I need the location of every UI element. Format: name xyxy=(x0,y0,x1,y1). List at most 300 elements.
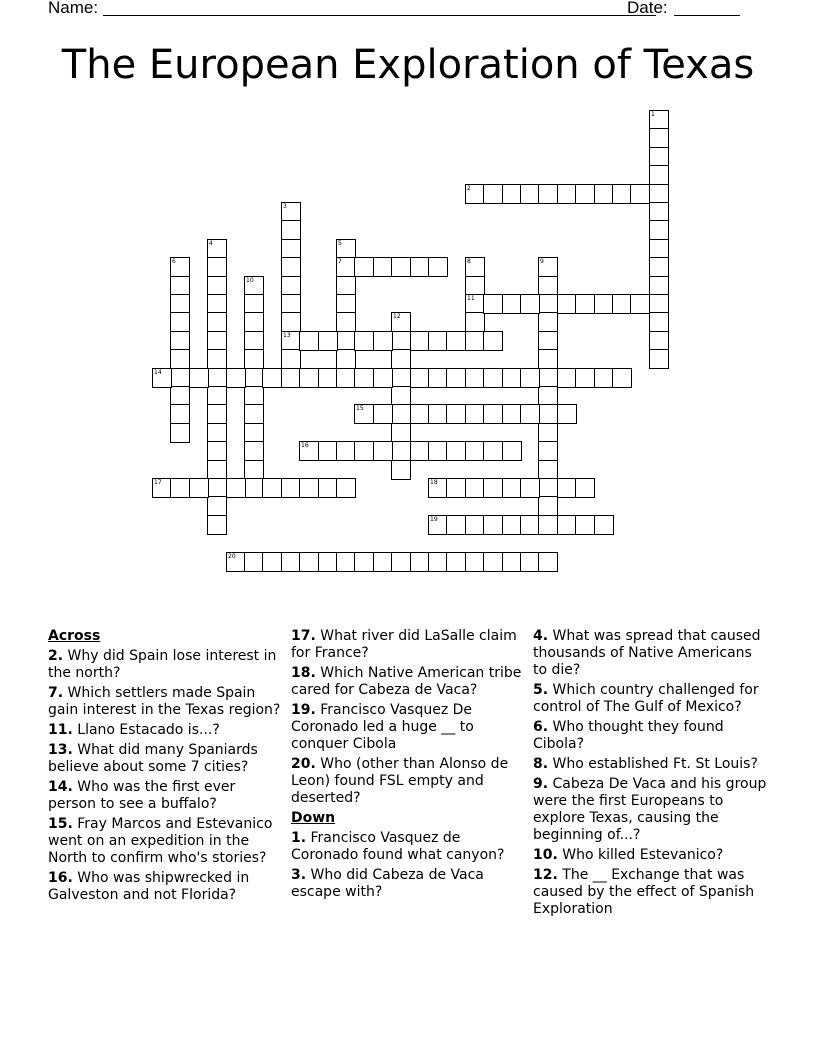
crossword-cell[interactable] xyxy=(244,552,264,572)
clue-column-3 xyxy=(533,628,769,921)
crossword-cell[interactable] xyxy=(483,184,503,204)
clue-item xyxy=(533,847,769,864)
crossword-cell[interactable] xyxy=(207,294,227,314)
crossword-cell[interactable] xyxy=(612,368,632,388)
crossword-cell[interactable] xyxy=(207,441,227,461)
crossword-cell[interactable] xyxy=(354,368,374,388)
clue-number: 6 xyxy=(172,258,176,265)
crossword-cell[interactable] xyxy=(538,404,558,424)
clue-item xyxy=(291,628,523,662)
crossword-cell[interactable] xyxy=(410,441,430,461)
crossword-cell[interactable] xyxy=(281,276,301,296)
clue-item xyxy=(48,648,284,682)
clue-item xyxy=(48,816,284,867)
across-heading: Across xyxy=(48,628,101,644)
clue-number: 15 xyxy=(356,405,364,412)
clue-item-text: Which settlers made Spain gain interest in the Texas region? xyxy=(48,685,281,718)
crossword-cell[interactable] xyxy=(336,276,356,296)
crossword-cell[interactable] xyxy=(538,460,558,480)
crossword-cell[interactable] xyxy=(262,368,282,388)
clue-item xyxy=(533,682,769,716)
crossword-cell[interactable] xyxy=(502,368,522,388)
clue-item-number: 8. xyxy=(533,756,549,772)
name-label: Name: xyxy=(48,0,99,17)
crossword-cell[interactable] xyxy=(262,478,282,498)
clue-item xyxy=(533,776,769,844)
crossword-cell[interactable] xyxy=(649,202,669,222)
crossword-cell[interactable] xyxy=(244,478,264,498)
clue-item-text: Cabeza De Vaca and his group were the first Europeans to explore Texas, causing the beginning of...? xyxy=(533,776,767,843)
crossword-cell[interactable] xyxy=(299,552,319,572)
crossword-cell[interactable] xyxy=(557,404,577,424)
crossword-cell[interactable] xyxy=(318,441,338,461)
crossword-cell[interactable] xyxy=(649,220,669,240)
clue-item-number: 17. xyxy=(291,628,316,644)
clue-item-number: 7. xyxy=(48,685,64,701)
crossword-cell[interactable] xyxy=(170,404,190,424)
clue-item xyxy=(48,870,284,904)
crossword-cell[interactable] xyxy=(244,349,264,369)
crossword-cell[interactable] xyxy=(281,368,301,388)
crossword-cell[interactable] xyxy=(170,331,190,351)
crossword-cell[interactable] xyxy=(189,368,209,388)
crossword-cell[interactable] xyxy=(502,441,522,461)
clue-item-text: Fray Marcos and Estevanico went on an expedition in the North to confirm who's stories? xyxy=(48,816,273,866)
clue-item xyxy=(48,685,284,719)
crossword-cell[interactable] xyxy=(520,478,540,498)
crossword-cell[interactable] xyxy=(594,294,614,314)
crossword-cell[interactable] xyxy=(354,441,374,461)
crossword-cell[interactable] xyxy=(483,478,503,498)
crossword-cell[interactable] xyxy=(318,368,338,388)
crossword-cell[interactable] xyxy=(446,515,466,535)
crossword-cell[interactable] xyxy=(244,441,264,461)
clue-item-text: Francisco Vasquez de Coronado found what canyon? xyxy=(291,830,505,863)
crossword-cell[interactable] xyxy=(207,460,227,480)
down-heading: Down xyxy=(291,810,336,826)
crossword-cell[interactable] xyxy=(446,368,466,388)
crossword-cell[interactable] xyxy=(336,478,356,498)
crossword-cell[interactable] xyxy=(170,349,190,369)
clue-number: 16 xyxy=(301,442,309,449)
crossword-cell[interactable] xyxy=(465,312,485,332)
crossword-cell[interactable] xyxy=(373,368,393,388)
crossword-cell[interactable] xyxy=(649,331,669,351)
crossword-cell[interactable] xyxy=(207,404,227,424)
crossword-cell[interactable] xyxy=(281,312,301,332)
crossword-cell[interactable] xyxy=(575,478,595,498)
clue-item xyxy=(533,867,769,918)
clue-column-1 xyxy=(48,628,284,907)
crossword-cell[interactable] xyxy=(170,478,190,498)
clue-item-text: Francisco Vasquez De Coronado led a huge __ to conquer Cibola xyxy=(291,702,474,752)
clue-item-number: 14. xyxy=(48,779,73,795)
clue-number: 11 xyxy=(467,295,475,302)
clue-item xyxy=(291,867,523,901)
crossword-cell[interactable] xyxy=(281,552,301,572)
clue-item-number: 16. xyxy=(48,870,73,886)
clue-number: 8 xyxy=(467,258,471,265)
crossword-cell[interactable] xyxy=(520,404,540,424)
crossword-cell[interactable] xyxy=(207,496,227,516)
crossword-cell[interactable] xyxy=(538,552,558,572)
crossword-cell[interactable] xyxy=(373,404,393,424)
clue-item-text: Which Native American tribe cared for Cabeza de Vaca? xyxy=(291,665,522,698)
crossword-cell[interactable] xyxy=(483,441,503,461)
crossword-cell[interactable] xyxy=(575,368,595,388)
crossword-cell[interactable] xyxy=(465,331,485,351)
crossword-cell[interactable] xyxy=(207,239,227,259)
crossword-cell[interactable] xyxy=(649,257,669,277)
crossword-cell[interactable] xyxy=(612,184,632,204)
crossword-cell[interactable] xyxy=(318,478,338,498)
crossword-cell[interactable] xyxy=(226,478,246,498)
crossword-cell[interactable] xyxy=(226,552,246,572)
crossword-cell[interactable] xyxy=(170,312,190,332)
clue-number: 19 xyxy=(430,516,438,523)
clue-item-number: 10. xyxy=(533,847,558,863)
crossword-cell[interactable] xyxy=(502,515,522,535)
crossword-cell[interactable] xyxy=(410,331,430,351)
crossword-cell[interactable] xyxy=(244,312,264,332)
clue-number: 17 xyxy=(154,479,162,486)
crossword-cell[interactable] xyxy=(207,349,227,369)
crossword-cell[interactable] xyxy=(207,478,227,498)
crossword-cell[interactable] xyxy=(649,165,669,185)
crossword-cell[interactable] xyxy=(391,552,411,572)
crossword-cell[interactable] xyxy=(649,294,669,314)
crossword-cell[interactable] xyxy=(594,184,614,204)
crossword-cell[interactable] xyxy=(152,368,172,388)
crossword-cell[interactable] xyxy=(483,368,503,388)
crossword-cell[interactable] xyxy=(410,552,430,572)
crossword-cell[interactable] xyxy=(557,515,577,535)
crossword-cell[interactable] xyxy=(373,441,393,461)
crossword-cell[interactable] xyxy=(336,552,356,572)
crossword-cell[interactable] xyxy=(649,147,669,167)
clue-item-number: 4. xyxy=(533,628,549,644)
crossword-cell[interactable] xyxy=(575,515,595,535)
crossword-cell[interactable] xyxy=(557,184,577,204)
clue-item-text: Who established Ft. St Louis? xyxy=(548,756,758,772)
crossword-cell[interactable] xyxy=(391,257,411,277)
crossword-cell[interactable] xyxy=(649,239,669,259)
clue-item-text: What did many Spaniards believe about some 7 cities? xyxy=(48,742,258,775)
crossword-cell[interactable] xyxy=(538,478,558,498)
crossword-cell[interactable] xyxy=(244,368,264,388)
crossword-cell[interactable] xyxy=(465,276,485,296)
crossword-cell[interactable] xyxy=(244,386,264,406)
crossword-cell[interactable] xyxy=(446,552,466,572)
crossword-cell[interactable] xyxy=(262,552,282,572)
clue-item xyxy=(291,702,523,753)
crossword-cell[interactable] xyxy=(391,386,411,406)
crossword-cell[interactable] xyxy=(520,184,540,204)
page-title: The European Exploration of Texas xyxy=(61,42,755,88)
crossword-cell[interactable] xyxy=(428,331,448,351)
crossword-cell[interactable] xyxy=(207,515,227,535)
crossword-cell[interactable] xyxy=(465,257,485,277)
crossword-cell[interactable] xyxy=(612,294,632,314)
crossword-cell[interactable] xyxy=(170,294,190,314)
crossword-cell[interactable] xyxy=(428,368,448,388)
crossword-cell[interactable] xyxy=(428,552,448,572)
crossword-cell[interactable] xyxy=(649,276,669,296)
crossword-cell[interactable] xyxy=(152,478,172,498)
crossword-cell[interactable] xyxy=(575,294,595,314)
crossword-cell[interactable] xyxy=(281,331,301,351)
crossword-cell[interactable] xyxy=(299,441,319,461)
crossword-cell[interactable] xyxy=(538,257,558,277)
clue-item-number: 3. xyxy=(291,867,307,883)
crossword-cell[interactable] xyxy=(428,404,448,424)
crossword-cell[interactable] xyxy=(391,331,411,351)
clue-item-number: 18. xyxy=(291,665,316,681)
crossword-cell[interactable] xyxy=(336,368,356,388)
clue-number: 20 xyxy=(228,553,236,560)
crossword-cell[interactable] xyxy=(207,331,227,351)
crossword-cell[interactable] xyxy=(170,386,190,406)
crossword-cell[interactable] xyxy=(281,239,301,259)
crossword-cell[interactable] xyxy=(520,515,540,535)
crossword-cell[interactable] xyxy=(244,404,264,424)
crossword-cell[interactable] xyxy=(594,368,614,388)
clue-item-number: 19. xyxy=(291,702,316,718)
crossword-cell[interactable] xyxy=(318,331,338,351)
crossword-cell[interactable] xyxy=(428,257,448,277)
crossword-cell[interactable] xyxy=(520,294,540,314)
crossword-cell[interactable] xyxy=(483,294,503,314)
clue-item-text: Who was shipwrecked in Galveston and not Florida? xyxy=(48,870,250,903)
crossword-cell[interactable] xyxy=(391,423,411,443)
crossword-cell[interactable] xyxy=(207,386,227,406)
crossword-cell[interactable] xyxy=(538,515,558,535)
crossword-cell[interactable] xyxy=(502,294,522,314)
crossword-cell[interactable] xyxy=(354,331,374,351)
crossword-cell[interactable] xyxy=(538,312,558,332)
clue-item xyxy=(291,665,523,699)
clue-number: 9 xyxy=(540,258,544,265)
crossword-cell[interactable] xyxy=(428,515,448,535)
clue-item xyxy=(533,628,769,679)
crossword-cell[interactable] xyxy=(207,423,227,443)
crossword-cell[interactable] xyxy=(502,404,522,424)
crossword-cell[interactable] xyxy=(391,312,411,332)
crossword-cell[interactable] xyxy=(446,478,466,498)
crossword-cell[interactable] xyxy=(354,404,374,424)
crossword-cell[interactable] xyxy=(465,368,485,388)
crossword-cell[interactable] xyxy=(244,294,264,314)
crossword-cell[interactable] xyxy=(483,552,503,572)
crossword-cell[interactable] xyxy=(465,404,485,424)
clue-item xyxy=(48,742,284,776)
crossword-cell[interactable] xyxy=(281,220,301,240)
crossword-cell[interactable] xyxy=(226,368,246,388)
crossword-cell[interactable] xyxy=(538,184,558,204)
clue-item-number: 9. xyxy=(533,776,549,792)
crossword-cell[interactable] xyxy=(428,478,448,498)
crossword-cell[interactable] xyxy=(465,552,485,572)
crossword-cell[interactable] xyxy=(520,552,540,572)
crossword-cell[interactable] xyxy=(502,184,522,204)
clue-item-number: 11. xyxy=(48,722,73,738)
crossword-cell[interactable] xyxy=(557,368,577,388)
crossword-cell[interactable] xyxy=(538,441,558,461)
clue-item xyxy=(48,779,284,813)
crossword-cell[interactable] xyxy=(281,257,301,277)
crossword-cell[interactable] xyxy=(538,331,558,351)
clue-item-number: 13. xyxy=(48,742,73,758)
crossword-cell[interactable] xyxy=(373,331,393,351)
crossword-cell[interactable] xyxy=(299,368,319,388)
clue-item-text: What river did LaSalle claim for France? xyxy=(291,628,517,661)
clue-number: 18 xyxy=(430,479,438,486)
crossword-cell[interactable] xyxy=(244,460,264,480)
crossword-cell[interactable] xyxy=(483,515,503,535)
clue-number: 4 xyxy=(209,240,213,247)
crossword-cell[interactable] xyxy=(244,423,264,443)
crossword-cell[interactable] xyxy=(538,276,558,296)
crossword-cell[interactable] xyxy=(502,478,522,498)
crossword-cell[interactable] xyxy=(594,515,614,535)
crossword-cell[interactable] xyxy=(446,441,466,461)
clue-number: 13 xyxy=(283,332,291,339)
crossword-cell[interactable] xyxy=(244,331,264,351)
crossword-cell[interactable] xyxy=(391,460,411,480)
clue-item-text: What was spread that caused thousands of Native Americans to die? xyxy=(533,628,761,678)
crossword-cell[interactable] xyxy=(649,184,669,204)
crossword-cell[interactable] xyxy=(575,184,595,204)
clue-number: 14 xyxy=(154,369,162,376)
clue-item-text: Who killed Estevanico? xyxy=(557,847,724,863)
crossword-cell[interactable] xyxy=(299,478,319,498)
clue-item xyxy=(291,830,523,864)
crossword-cell[interactable] xyxy=(520,368,540,388)
crossword-cell[interactable] xyxy=(170,423,190,443)
crossword-cell[interactable] xyxy=(649,110,669,130)
crossword-cell[interactable] xyxy=(649,349,669,369)
crossword-cell[interactable] xyxy=(170,368,190,388)
clue-column-2 xyxy=(291,628,523,904)
clue-item-text: The __ Exchange that was caused by the effect of Spanish Exploration xyxy=(533,867,755,917)
crossword-cell[interactable] xyxy=(538,349,558,369)
clue-number: 10 xyxy=(246,277,254,284)
crossword-cell[interactable] xyxy=(336,349,356,369)
clue-item xyxy=(533,756,769,773)
clue-number: 5 xyxy=(338,240,342,247)
crossword-cell[interactable] xyxy=(538,294,558,314)
crossword-cell[interactable] xyxy=(354,257,374,277)
crossword-cell[interactable] xyxy=(391,441,411,461)
clue-number: 12 xyxy=(393,313,401,320)
crossword-cell[interactable] xyxy=(299,331,319,351)
crossword-cell[interactable] xyxy=(373,257,393,277)
crossword-cell[interactable] xyxy=(483,331,503,351)
clue-item xyxy=(48,722,284,739)
clue-item-number: 12. xyxy=(533,867,558,883)
clue-item-number: 20. xyxy=(291,756,316,772)
crossword-cell[interactable] xyxy=(207,276,227,296)
crossword-cell[interactable] xyxy=(483,404,503,424)
crossword-cell[interactable] xyxy=(336,312,356,332)
clue-item-text: Who was the first ever person to see a buffalo? xyxy=(48,779,236,812)
crossword-cell[interactable] xyxy=(538,496,558,516)
clue-number: 2 xyxy=(467,185,471,192)
crossword-cell[interactable] xyxy=(428,441,448,461)
clue-item-number: 1. xyxy=(291,830,307,846)
clue-item-number: 15. xyxy=(48,816,73,832)
crossword-cell[interactable] xyxy=(281,202,301,222)
crossword-cell[interactable] xyxy=(354,552,374,572)
crossword-cell[interactable] xyxy=(465,441,485,461)
crossword-cell[interactable] xyxy=(410,368,430,388)
crossword-cell[interactable] xyxy=(502,552,522,572)
crossword-cell[interactable] xyxy=(649,312,669,332)
crossword-cell[interactable] xyxy=(465,478,485,498)
crossword-cell[interactable] xyxy=(410,257,430,277)
crossword-cell[interactable] xyxy=(391,368,411,388)
crossword-cell[interactable] xyxy=(538,386,558,406)
clue-number: 7 xyxy=(338,258,342,265)
clue-item-number: 5. xyxy=(533,682,549,698)
crossword-cell[interactable] xyxy=(410,404,430,424)
clue-item-text: Why did Spain lose interest in the north? xyxy=(48,648,277,681)
date-label: Date: xyxy=(627,0,668,17)
crossword-cell[interactable] xyxy=(465,294,485,314)
crossword-cell[interactable] xyxy=(391,349,411,369)
crossword-cell[interactable] xyxy=(336,294,356,314)
crossword-cell[interactable] xyxy=(170,257,190,277)
crossword-cell[interactable] xyxy=(538,423,558,443)
crossword-cell[interactable] xyxy=(446,331,466,351)
crossword-cell[interactable] xyxy=(207,257,227,277)
crossword-cell[interactable] xyxy=(391,404,411,424)
crossword-cell[interactable] xyxy=(557,294,577,314)
crossword-cell[interactable] xyxy=(630,184,650,204)
clue-item xyxy=(533,719,769,753)
crossword-cell[interactable] xyxy=(538,368,558,388)
crossword-cell[interactable] xyxy=(649,128,669,148)
crossword-cell[interactable] xyxy=(336,441,356,461)
clue-item xyxy=(291,756,523,807)
crossword-cell[interactable] xyxy=(630,294,650,314)
crossword-cell[interactable] xyxy=(446,404,466,424)
crossword-cell[interactable] xyxy=(336,257,356,277)
clue-item-number: 2. xyxy=(48,648,64,664)
crossword-cell[interactable] xyxy=(336,239,356,259)
clue-item-number: 6. xyxy=(533,719,549,735)
crossword-cell[interactable] xyxy=(189,478,209,498)
clue-number: 1 xyxy=(651,111,655,118)
crossword-cell[interactable] xyxy=(281,478,301,498)
crossword-cell[interactable] xyxy=(207,312,227,332)
crossword-cell[interactable] xyxy=(373,552,393,572)
crossword-cell[interactable] xyxy=(465,515,485,535)
crossword-cell[interactable] xyxy=(244,276,264,296)
clue-number: 3 xyxy=(283,203,287,210)
clue-item-text: Who did Cabeza de Vaca escape with? xyxy=(291,867,484,900)
clue-item-text: Llano Estacado is...? xyxy=(72,722,220,738)
crossword-cell[interactable] xyxy=(465,184,485,204)
clue-item-text: Who thought they found Cibola? xyxy=(533,719,724,752)
crossword-cell[interactable] xyxy=(170,276,190,296)
crossword-cell[interactable] xyxy=(318,552,338,572)
crossword-cell[interactable] xyxy=(557,478,577,498)
crossword-cell[interactable] xyxy=(281,349,301,369)
crossword-cell[interactable] xyxy=(336,331,356,351)
crossword-cell[interactable] xyxy=(207,368,227,388)
crossword-cell[interactable] xyxy=(281,294,301,314)
